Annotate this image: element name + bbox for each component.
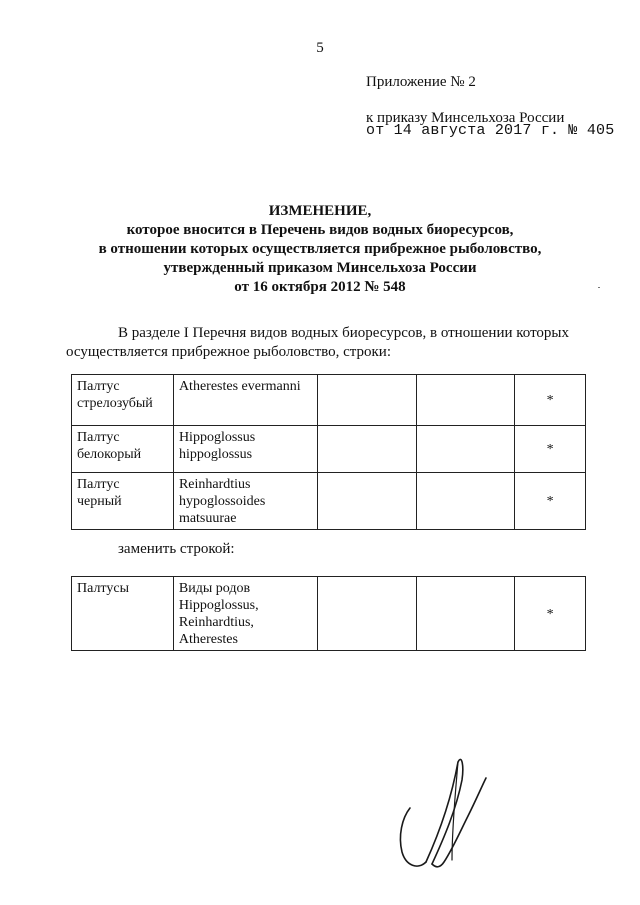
order-date-number: от 14 августа 2017 г. № 405 — [366, 122, 615, 139]
latin-name: Виды родов — [178, 581, 251, 596]
table-row — [72, 375, 586, 426]
title-line: от 16 октября 2012 № 548 — [234, 279, 406, 295]
species-name: белокорый — [77, 447, 142, 462]
table-cell — [317, 577, 417, 651]
latin-name-cell — [173, 375, 317, 426]
new-row-table — [71, 576, 586, 651]
latin-name: Atherestes evermanni — [178, 379, 301, 394]
latin-name: hypoglossoides — [178, 494, 266, 509]
replace-label: заменить строкой: — [118, 541, 235, 557]
table-cell — [417, 577, 515, 651]
latin-name-cell — [173, 473, 317, 530]
paragraph-line: В разделе I Перечня видов водных биоресурсов, в отношении которых — [118, 325, 570, 341]
title-line: ИЗМЕНЕНИЕ, — [268, 203, 372, 219]
latin-name: Reinhardtius — [178, 477, 251, 492]
latin-name: Hippoglossus, — [178, 598, 259, 613]
latin-name: Hippoglossus — [178, 430, 256, 445]
table-row — [72, 473, 586, 530]
handwritten-signature — [392, 756, 502, 876]
title-line: которое вносится в Перечень видов водных биоресурсов, — [126, 222, 514, 238]
table-row — [72, 426, 586, 473]
table-cell — [317, 473, 417, 530]
table-cell — [417, 473, 515, 530]
table-cell — [417, 375, 515, 426]
species-name-cell — [72, 577, 174, 651]
asterisk-mark: * — [515, 473, 586, 530]
table-cell — [317, 426, 417, 473]
latin-name: hippoglossus — [178, 447, 253, 462]
latin-name: Reinhardtius, — [178, 615, 254, 630]
species-name-cell — [72, 375, 174, 426]
species-name: стрелозубый — [77, 396, 153, 411]
species-name: Палтусы — [77, 581, 129, 596]
asterisk-mark: * — [515, 375, 586, 426]
table-row — [72, 577, 586, 651]
table-cell — [417, 426, 515, 473]
asterisk-mark: * — [515, 426, 586, 473]
species-name: Палтус — [77, 379, 120, 394]
species-name: Палтус — [77, 430, 120, 445]
asterisk-mark: * — [515, 577, 586, 651]
latin-name: matsuurae — [178, 511, 237, 526]
document-title — [60, 202, 580, 297]
body-paragraph — [66, 324, 586, 362]
order-reference: к приказу Минсельхоза России — [366, 110, 565, 126]
latin-name-cell — [173, 577, 317, 651]
species-name: черный — [77, 494, 122, 509]
species-name: Палтус — [77, 477, 120, 492]
old-rows-table — [71, 374, 586, 530]
species-name-cell — [72, 426, 174, 473]
title-line: в отношении которых осуществляется прибрежное рыболовство, — [98, 241, 542, 257]
appendix-label: Приложение № 2 — [366, 74, 476, 90]
title-line: утвержденный приказом Минсельхоза России — [163, 260, 477, 276]
scan-speck — [598, 287, 600, 288]
table-cell — [317, 375, 417, 426]
page-number: 5 — [316, 40, 324, 56]
latin-name: Atherestes — [178, 632, 238, 647]
latin-name-cell — [173, 426, 317, 473]
paragraph-line: осуществляется прибрежное рыболовство, строки: — [66, 344, 391, 360]
species-name-cell — [72, 473, 174, 530]
